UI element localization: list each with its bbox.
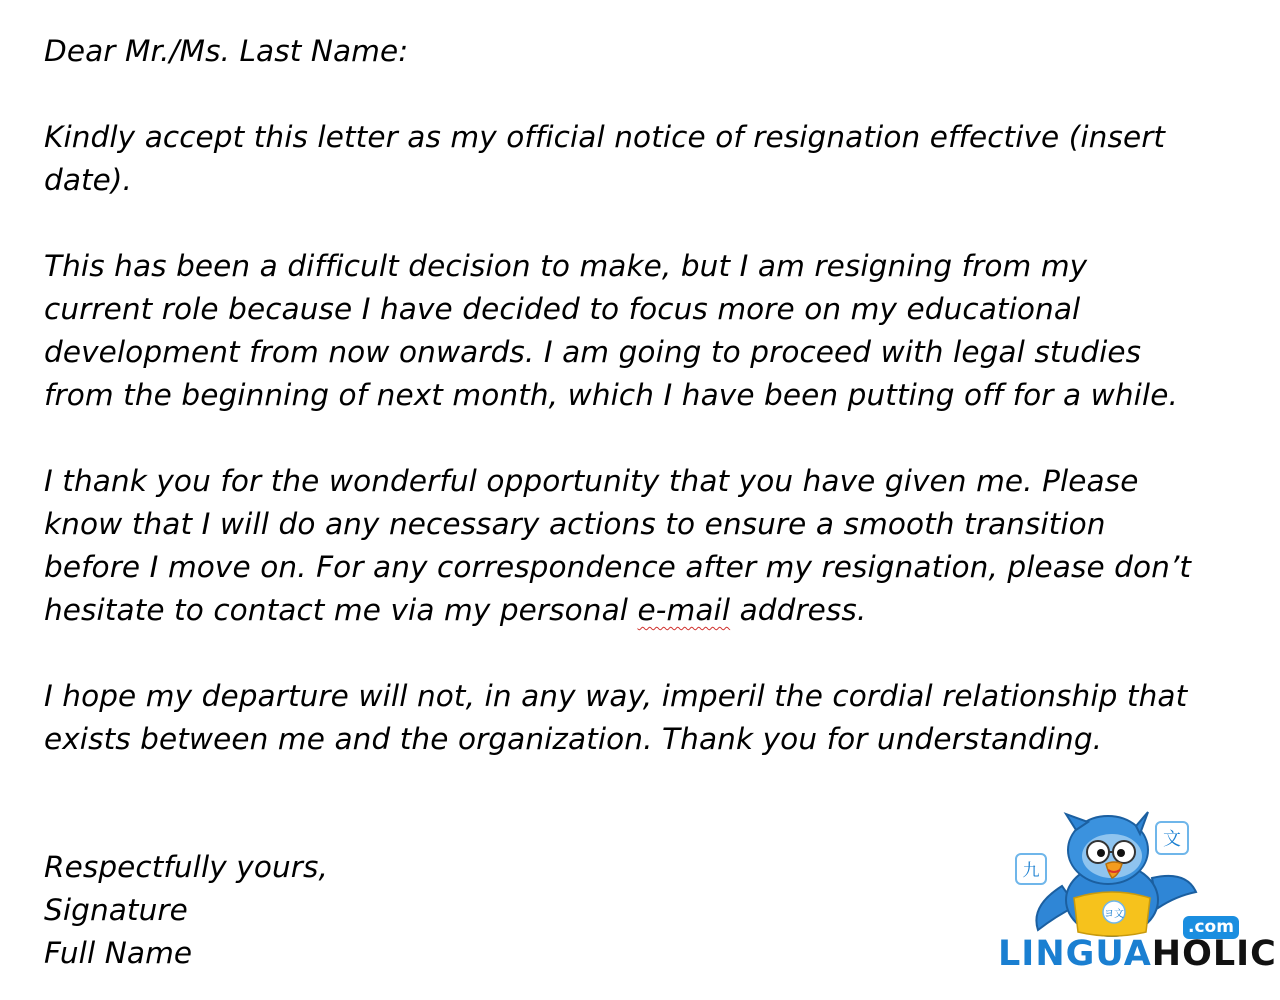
paragraph-closing-remarks (44, 675, 1264, 761)
paragraph-line: know that I will do any necessary actions to ensure a smooth transition (44, 507, 1106, 541)
paragraph-line: I thank you for the wonderful opportunity that you have given me. Please (44, 464, 1139, 498)
linguaholic-logo (990, 808, 1277, 988)
svg-text:文: 文 (1163, 829, 1181, 850)
domain-badge: .com (1183, 916, 1239, 939)
spellcheck-flagged-word: e-mail (637, 593, 731, 627)
brand-wordmark (998, 930, 1277, 978)
brand-wordmark-holic: HOLIC (1151, 934, 1277, 974)
signature-text: Signature (44, 893, 188, 927)
paragraph-line: date). (44, 163, 133, 197)
kanji-card-left-icon (1016, 854, 1046, 884)
brand-wordmark-lingua: LINGUA (998, 934, 1152, 974)
paragraph-line-with-spellcheck (44, 589, 1264, 632)
paragraph-notice (44, 116, 1264, 202)
paragraph-line: from the beginning of next month, which I have been putting off for a while. (44, 378, 1178, 412)
full-name-text: Full Name (44, 936, 193, 970)
svg-text:ヨ文: ヨ文 (1104, 909, 1124, 920)
line-text-after: address. (730, 593, 867, 627)
shirt-glyph-icon (1103, 901, 1125, 923)
paragraph-line: Kindly accept this letter as my official notice of resignation effective (insert (44, 120, 1166, 154)
paragraph-line: before I move on. For any correspondence after my resignation, please don’t (44, 550, 1192, 584)
paragraph-line: exists between me and the organization. Thank you for understanding. (44, 722, 1103, 756)
kanji-card-right-icon (1156, 822, 1188, 854)
svg-text:九: 九 (1022, 861, 1040, 881)
paragraph-line: development from now onwards. I am going to proceed with legal studies (44, 335, 1142, 369)
closing-text: Respectfully yours, (44, 850, 328, 884)
line-text-before: hesitate to contact me via my personal (44, 593, 638, 627)
salutation (44, 30, 1264, 73)
paragraph-line: I hope my departure will not, in any way, imperil the cordial relationship that (44, 679, 1188, 713)
paragraph-reason (44, 245, 1264, 417)
salutation-text: Dear Mr./Ms. Last Name: (44, 34, 409, 68)
paragraph-line: current role because I have decided to focus more on my educational (44, 292, 1081, 326)
paragraph-line: This has been a difficult decision to make, but I am resigning from my (44, 249, 1088, 283)
paragraph-thanks (44, 460, 1264, 632)
